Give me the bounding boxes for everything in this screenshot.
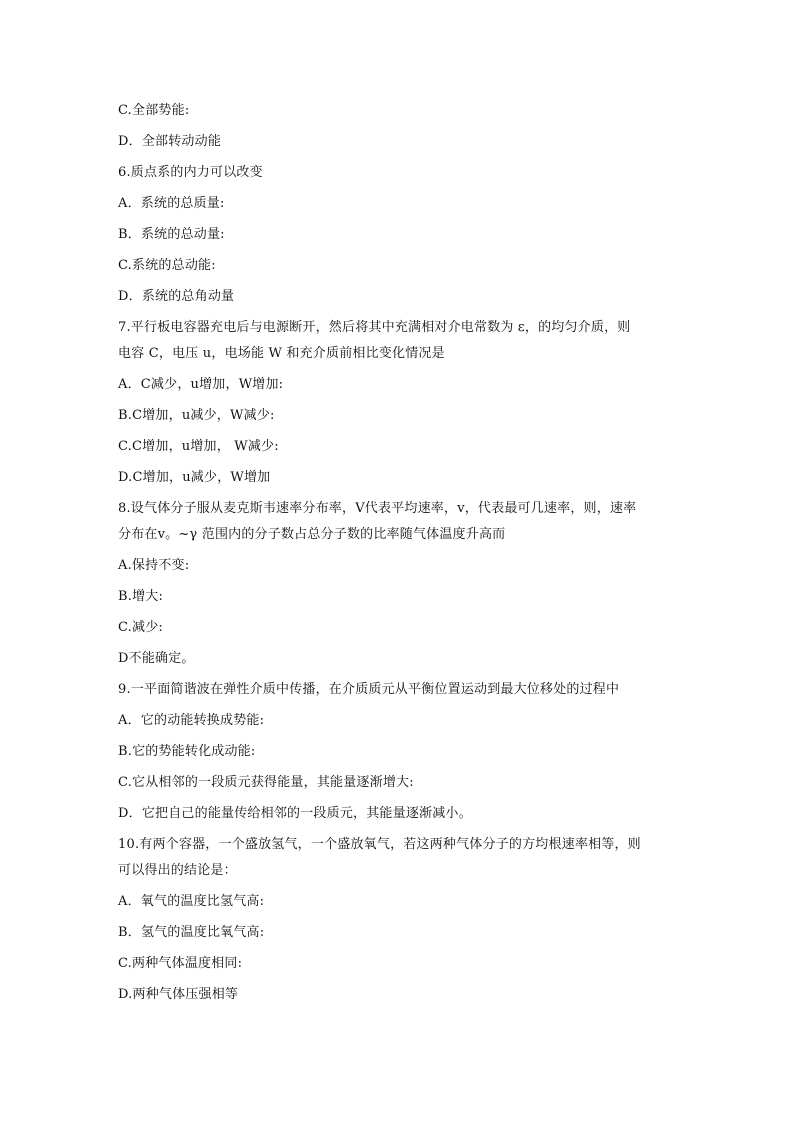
option-10a: A．氧气的温度比氢气高: [118,894,265,909]
option-7d: D.C增加，u减少，W增加 [118,470,271,485]
question-8-line-1: 8.设气体分子服从麦克斯韦速率分布率，V代表平均速率，v，代表最可几速率，则，速率 [118,501,637,516]
option-8a: A.保持不变: [118,558,190,573]
option-6a: A．系统的总质量: [118,196,225,211]
question-8-line-2: 分布在v。~γ 范围内的分子数占总分子数的比率随气体温度升高而 [118,527,506,542]
question-7-line-2: 电容 C，电压 u，电场能 W 和充介质前相比变化情况是 [118,346,445,361]
option-9d: D．它把自己的能量传给相邻的一段质元，其能量逐渐减小。 [118,806,472,821]
question-7-line-1: 7.平行板电容器充电后与电源断开，然后将其中充满相对介电常数为 ε，的均匀介质，则 [118,320,631,335]
option-10d: D.两种气体压强相等 [118,987,239,1002]
question-10-line-2: 可以得出的结论是： [118,863,237,878]
option-10b: B．氢气的温度比氧气高: [118,925,265,940]
option-9b: B.它的势能转化成动能: [118,744,256,759]
option-8b: B.增大: [118,589,164,604]
option-10c: C.两种气体温度相同: [118,956,243,971]
option-9c: C.它从相邻的一段质元获得能量，其能量逐渐增大: [118,775,414,790]
question-6: 6.质点系的内力可以改变 [118,165,263,180]
option-6b: B．系统的总动量: [118,227,225,242]
option-7a: A．C减少，u增加，W增加: [118,377,284,392]
option-6d: D．系统的总角动量 [118,289,235,304]
option-8c: C.减少: [118,620,163,635]
option-8d: D不能确定。 [118,651,195,666]
option-5d: D．全部转动动能 [118,134,222,149]
option-9a: A．它的动能转换成势能: [118,713,265,728]
option-7c: C.C增加，u增加， W减少: [118,439,279,454]
option-5c: C.全部势能: [118,103,190,118]
option-6c: C.系统的总动能: [118,258,216,273]
option-7b: B.C增加，u减少，W减少: [118,408,275,423]
question-10-line-1: 10.有两个容器，一个盛放氢气，一个盛放氧气，若这两种气体分子的方均根速率相等，则 [118,837,641,852]
question-9: 9.一平面简谐波在弹性介质中传播，在介质质元从平衡位置运动到最大位移处的过程中 [118,682,620,697]
question-text [118,103,678,1018]
